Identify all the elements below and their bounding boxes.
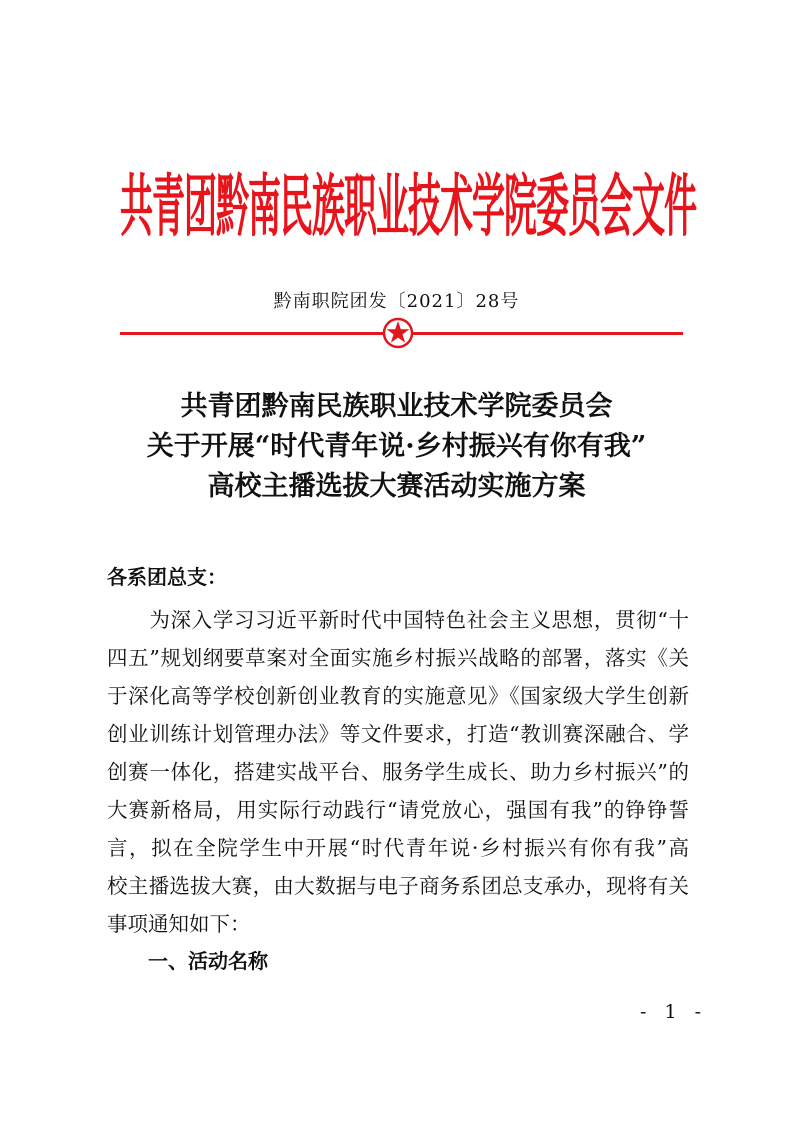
paragraph-line: 四五”规划纲要草案对全面实施乡村振兴战略的部署，落实《关	[107, 646, 689, 670]
paragraph-line: 大赛新格局，用实际行动践行“请党放心，强国有我”的铮铮誓	[107, 798, 689, 822]
document-number: 黔南职院团发〔2021〕28号	[273, 291, 520, 312]
paragraph-line: 于深化高等学校创新创业教育的实施意见》《国家级大学生创新	[107, 684, 689, 708]
page-number: - 1 -	[640, 1001, 708, 1023]
paragraph-line: 创赛一体化，搭建实战平台、服务学生成长、助力乡村振兴”的	[107, 760, 689, 784]
red-header-title: 共青团黔南民族职业技术学院委员会文件	[120, 165, 696, 246]
paragraph-line: 校主播选拔大赛，由大数据与电子商务系团总支承办，现将有关	[107, 874, 689, 898]
paragraph-line: 为深入学习习近平新时代中国特色社会主义思想，贯彻“十	[107, 608, 689, 632]
salutation: 各系团总支：	[107, 565, 227, 589]
paragraph-line: 创业训练计划管理办法》等文件要求，打造“教训赛深融合、学	[107, 722, 689, 746]
title-line-1: 共青团黔南民族职业技术学院委员会	[180, 391, 613, 422]
title-line-2: 关于开展“时代青年说·乡村振兴有你有我”	[146, 431, 647, 462]
star-icon	[382, 317, 414, 349]
paragraph-line: 事项通知如下：	[107, 912, 251, 936]
title-line-3: 高校主播选拔大赛活动实施方案	[207, 471, 586, 502]
paragraph-line: 言，拟在全院学生中开展“时代青年说·乡村振兴有你有我”高	[107, 836, 689, 860]
section-heading: 一、活动名称	[148, 949, 268, 973]
